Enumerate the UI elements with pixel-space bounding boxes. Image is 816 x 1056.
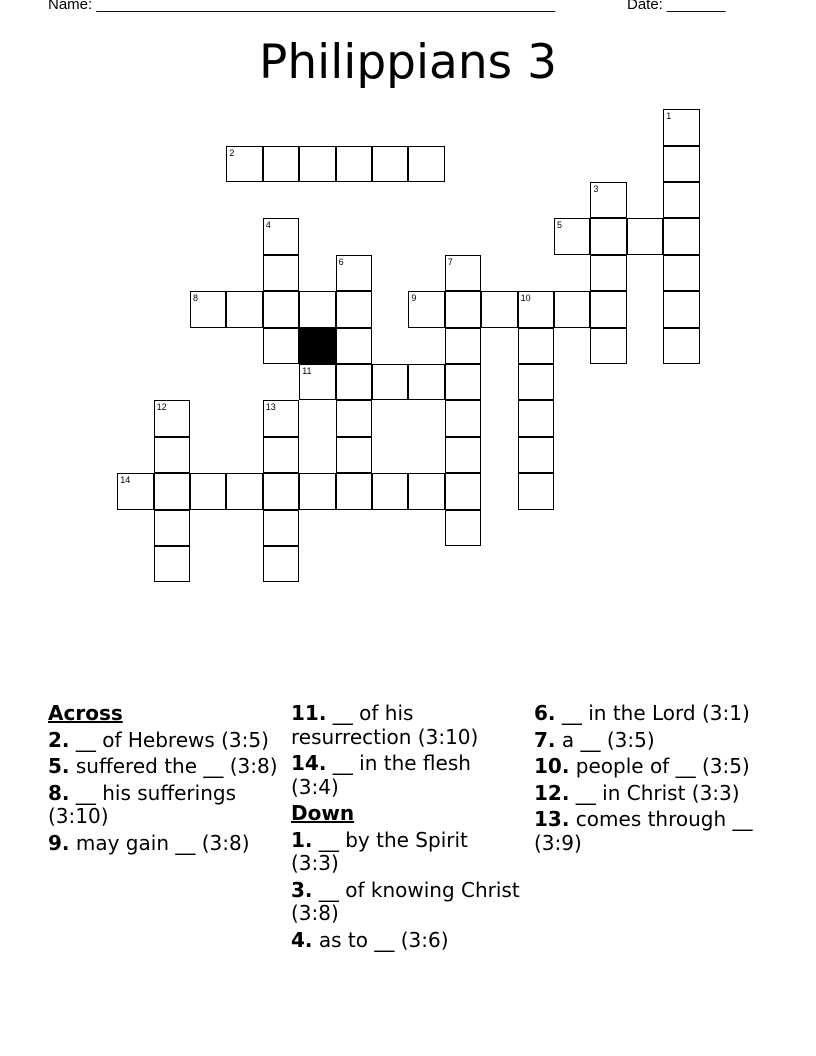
grid-cell[interactable] [263,291,299,327]
grid-cell[interactable] [154,473,190,509]
grid-cell[interactable] [445,291,481,327]
black-cell [299,328,335,364]
clue-number-4: 4 [265,220,271,231]
clue-across-8: 8. __ his sufferings (3:10) [48,780,236,828]
grid-cell[interactable] [554,218,590,254]
clue-down-1: 1. __ by the Spirit (3:3) [291,827,468,875]
grid-cell[interactable] [408,291,444,327]
grid-cell[interactable] [299,146,335,182]
grid-cell[interactable] [590,255,626,291]
grid-cell[interactable] [117,473,153,509]
clue-down-4: 4. as to __ (3:6) [291,927,449,952]
grid-cell[interactable] [663,328,699,364]
grid-cell[interactable] [336,291,372,327]
grid-cell[interactable] [263,218,299,254]
clue-across-11: 11. __ of his resurrection (3:10) [291,701,479,749]
grid-cell[interactable] [263,437,299,473]
grid-cell[interactable] [518,400,554,436]
clue-column-2 [291,702,521,955]
grid-cell[interactable] [336,400,372,436]
grid-cell[interactable] [408,364,444,400]
clue-across-9: 9. may gain __ (3:8) [48,830,250,855]
clue-number-8: 8 [193,293,199,304]
page-title: Philippians 3 [259,35,557,90]
across-heading: Across [48,701,123,725]
grid-cell[interactable] [336,255,372,291]
grid-cell[interactable] [336,473,372,509]
grid-cell[interactable] [590,218,626,254]
clue-number-13: 13 [265,402,276,413]
grid-cell[interactable] [299,364,335,400]
grid-cell[interactable] [663,146,699,182]
clue-across-5: 5. suffered the __ (3:8) [48,754,278,778]
clue-column-1 [48,702,278,858]
grid-cell[interactable] [445,364,481,400]
date-field[interactable]: Date: _______ [627,0,726,13]
clue-down-10: 10. people of __ (3:5) [534,754,750,778]
grid-cell[interactable] [263,510,299,546]
grid-cell[interactable] [154,510,190,546]
clue-number-12: 12 [156,402,167,413]
grid-cell[interactable] [190,473,226,509]
clue-number-9: 9 [411,293,417,304]
clue-down-12: 12. __ in Christ (3:3) [534,780,740,805]
grid-cell[interactable] [299,473,335,509]
grid-cell[interactable] [263,255,299,291]
grid-cell[interactable] [154,400,190,436]
grid-cell[interactable] [263,146,299,182]
grid-cell[interactable] [590,182,626,218]
grid-cell[interactable] [663,182,699,218]
clue-down-6: 6. __ in the Lord (3:1) [534,701,750,725]
grid-cell[interactable] [299,291,335,327]
grid-cell[interactable] [190,291,226,327]
clue-across-14: 14. __ in the flesh (3:4) [291,751,471,799]
grid-cell[interactable] [445,510,481,546]
grid-cell[interactable] [226,291,262,327]
grid-cell[interactable] [372,473,408,509]
grid-cell[interactable] [408,146,444,182]
grid-cell[interactable] [518,364,554,400]
clue-number-10: 10 [520,293,531,304]
name-field[interactable]: Name: _______________________________________________________ [48,0,556,13]
grid-cell[interactable] [336,328,372,364]
clue-number-6: 6 [338,256,344,267]
grid-cell[interactable] [226,146,262,182]
down-heading: Down [291,801,355,825]
grid-cell[interactable] [226,473,262,509]
grid-cell[interactable] [518,328,554,364]
grid-cell[interactable] [445,328,481,364]
clue-down-13: 13. comes through __ (3:9) [534,807,753,855]
grid-cell[interactable] [481,291,517,327]
clue-number-5: 5 [557,220,563,231]
grid-cell[interactable] [336,364,372,400]
grid-cell[interactable] [518,437,554,473]
clue-number-2: 2 [229,147,235,158]
grid-cell[interactable] [336,437,372,473]
clue-column-3 [534,702,764,858]
clue-number-3: 3 [593,184,599,194]
grid-cell[interactable] [263,400,299,436]
clue-number-11: 11 [302,366,312,376]
grid-cell[interactable] [518,291,554,327]
grid-cell[interactable] [263,546,299,582]
clue-number-1: 1 [666,111,672,122]
clue-down-7: 7. a __ (3:5) [534,727,655,752]
grid-cell[interactable] [372,146,408,182]
grid-cell[interactable] [663,109,699,145]
grid-cell[interactable] [154,546,190,582]
grid-cell[interactable] [445,255,481,291]
grid-cell[interactable] [627,218,663,254]
grid-cell[interactable] [663,218,699,254]
clue-across-2: 2. __ of Hebrews (3:5) [48,727,269,752]
grid-cell[interactable] [445,437,481,473]
clue-number-14: 14 [120,475,131,486]
grid-cell[interactable] [590,328,626,364]
grid-cell[interactable] [518,473,554,509]
clue-number-7: 7 [447,256,453,267]
grid-cell[interactable] [445,473,481,509]
grid-cell[interactable] [590,291,626,327]
grid-cell[interactable] [445,400,481,436]
grid-cell[interactable] [336,146,372,182]
grid-cell[interactable] [408,473,444,509]
clue-down-3: 3. __ of knowing Christ (3:8) [291,877,520,925]
grid-cell[interactable] [554,291,590,327]
grid-cell[interactable] [154,437,190,473]
grid-cell[interactable] [663,255,699,291]
grid-cell[interactable] [263,328,299,364]
grid-cell[interactable] [263,473,299,509]
grid-cell[interactable] [372,364,408,400]
grid-cell[interactable] [663,291,699,327]
